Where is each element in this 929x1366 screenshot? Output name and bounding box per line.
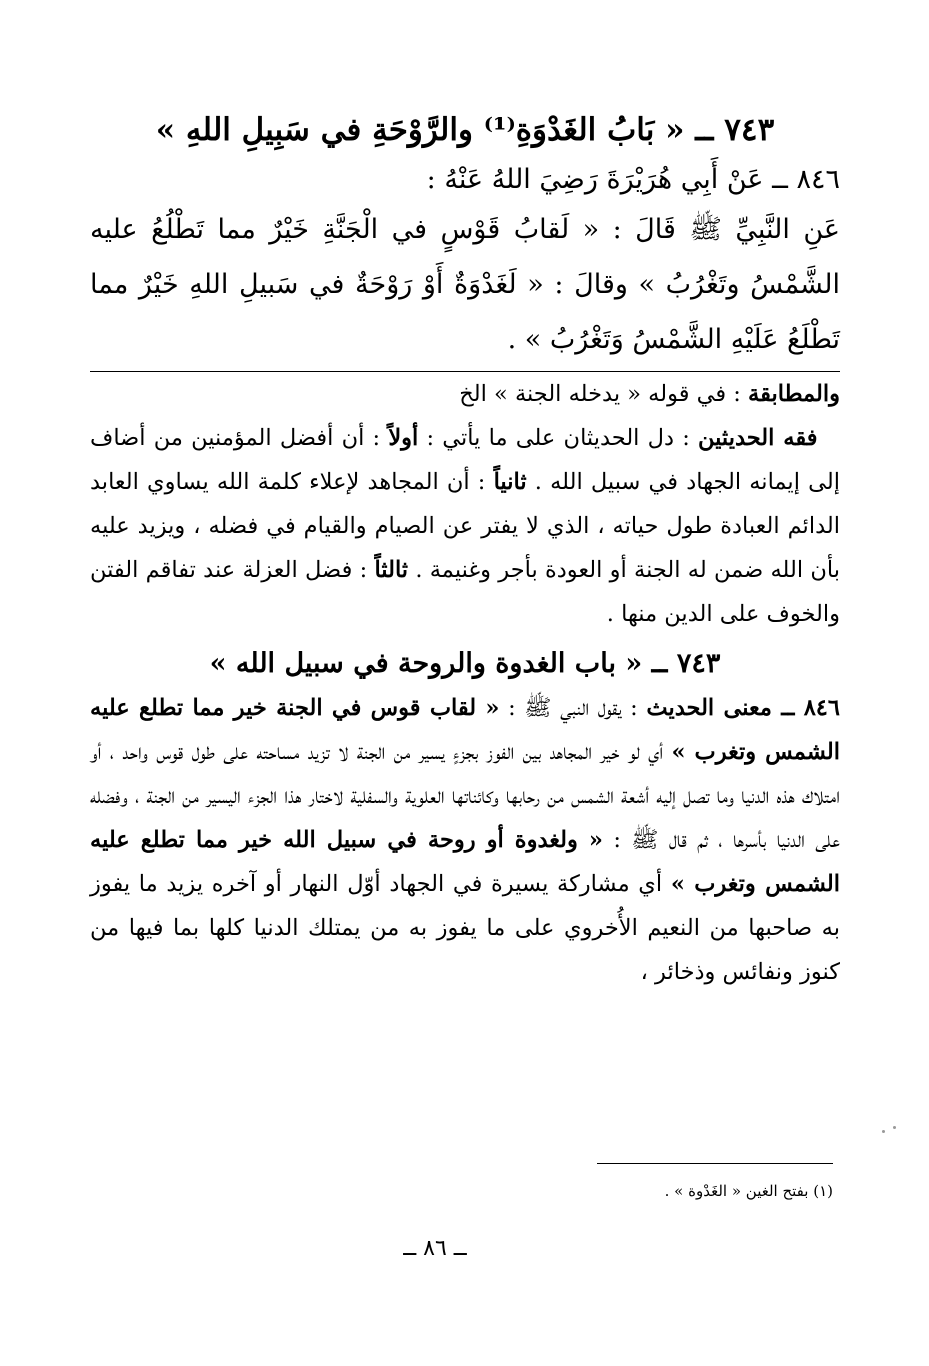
second-text: : أن المجاهد لإعلاء كلمة الله يساوي العابد الدائم العبادة طول حياته ، الذي لا يفتر عن الصيام والقيام في فضله ، ويزيد عليه بأن الله ضمن له الجنة أو العودة بأجر وغنيمة . bbox=[90, 469, 840, 583]
fiqh-label: فقه الحديثين bbox=[697, 425, 818, 451]
meaning-label: ٨٤٦ ــ معنى الحديث bbox=[646, 695, 840, 721]
section-heading-2: ٧٤٣ ــ « باب الغدوة والروحة في سبيل الله » bbox=[209, 648, 721, 679]
second-label: ثانياً bbox=[493, 469, 527, 495]
meaning-text-2: أي مشاركة يسيرة في الجهاد أوّل النهار أو آخره يزيد ما يفوز به صاحبها من النعيم الأُخروي على ما يفوز به من يمتلك الدنيا كلها بما فيها من كنوز ونفائس وذخائر ، bbox=[90, 871, 840, 985]
fiqh-paragraph bbox=[90, 416, 840, 636]
first-text: : أن أفضل المؤمنين من أضاف إلى إيمانه الجهاد في سبيل الله . bbox=[90, 425, 840, 495]
correspondence-paragraph bbox=[90, 372, 840, 416]
third-label: ثالثاً bbox=[374, 557, 409, 583]
hadith-text: عَنِ النَّبِيِّ ﷺ قَالَ : « لَقابُ قَوْسٍ في الْجَنَّةِ خَيْرٌ مما تَطْلُعُ عليه الشَّمْسُ وتَغْرُبُ » وقالَ : « لَغَدْوَةٌ أَوْ رَوْحَةٌ في سَبيلِ اللهِ خَيْرٌ مما تَطْلَعُ عَلَيْهِ الشَّمْسُ وَتَغْرُبُ » . bbox=[90, 214, 840, 355]
third-text: : فضل العزلة عند تفاقم الفتن والخوف على الدين منها . bbox=[90, 557, 840, 627]
hadith-number-line: ٨٤٦ ــ عَنْ أَبِي هُرَيْرَةَ رَضِيَ اللهُ عَنْهُ : bbox=[426, 164, 840, 195]
meaning-quote-2: « ولغدوة أو روحة في سبيل الله خير مما تطلع عليه الشمس وتغرب » bbox=[90, 827, 841, 897]
scan-speck bbox=[882, 1130, 885, 1133]
page-number: ــ ٨٦ ــ bbox=[403, 1236, 467, 1261]
scan-speck bbox=[893, 1126, 896, 1129]
page-body bbox=[90, 100, 840, 994]
fiqh-intro: : دل الحديثان على ما يأتي : bbox=[426, 425, 690, 451]
footnote: (١) بفتح الغين « الغَدْوة » . bbox=[664, 1182, 833, 1200]
meaning-text-1: أي لو خير المجاهد بين الفوز بجزءٍ يسير من الجنة لا تزيد مساحته على طول قوس واحد ، أو امتلاك هذه الدنيا وما تصل إليه أشعة الشمس من رحابها وكائناتها العلوية والسفلية لاختار هذا الجزء اليسير من الجنة ، وفضله على الدنيا بأسرها ، ثم قال ﷺ : bbox=[90, 739, 840, 853]
meaning-paragraph bbox=[90, 686, 840, 994]
first-label: أولاً bbox=[388, 425, 419, 451]
meaning-quote-1: « لقاب قوس في الجنة خير مما تطلع عليه الشمس وتغرب » bbox=[90, 695, 840, 765]
chapter-heading: ٧٤٣ ــ « بَابُ الغَدْوَةِ⁽¹⁾ والرَّوْحَةِ في سَبِيلِ اللهِ » bbox=[155, 112, 775, 148]
footnote-separator bbox=[597, 1163, 833, 1164]
correspondence-label: والمطابقة bbox=[748, 381, 840, 407]
correspondence-text: : في قوله « يدخله الجنة » الخ bbox=[459, 381, 741, 407]
meaning-intro: : يقول النبي ﷺ : bbox=[508, 695, 638, 721]
